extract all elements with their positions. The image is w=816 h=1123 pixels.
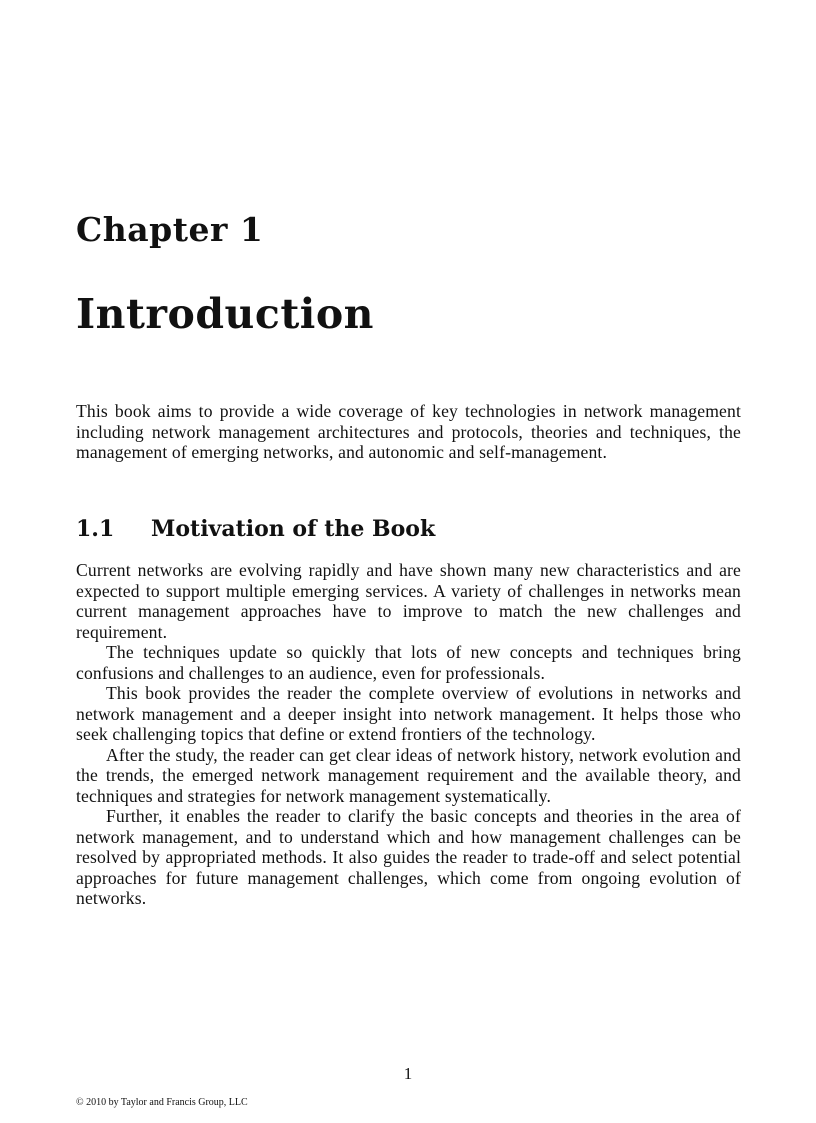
section-paragraph: Current networks are evolving rapidly and have shown many new characteristics and are expected to support multiple emerging services. A variety of challenges in networks mean current management approaches have to improve to match the new challenges and requirement. [76, 560, 741, 642]
section-body [76, 560, 741, 909]
copyright-notice: © 2010 by Taylor and Francis Group, LLC [76, 1097, 248, 1108]
chapter-label: Chapter 1 [76, 210, 264, 249]
section-paragraph: Further, it enables the reader to clarify the basic concepts and theories in the area of network management, and to understand which and how management challenges can be resolved by appropriated methods. It also guides the reader to trade-off and select potential approaches for future management challenges, which come from ongoing evolution of networks. [76, 806, 741, 908]
intro-paragraph: This book aims to provide a wide coverage of key technologies in network management including network management architectures and protocols, theories and techniques, the management of emerging networks, and autonomic and self-management. [76, 401, 741, 462]
section-paragraph: After the study, the reader can get clear ideas of network history, network evolution and the trends, the emerged network management requirement and the available theory, and techniques and strategies for network management systematically. [76, 744, 741, 806]
page-number: 1 [403, 1064, 413, 1083]
chapter-title: Introduction [76, 290, 374, 338]
section-paragraph: The techniques update so quickly that lots of new concepts and techniques bring confusions and challenges to an audience, even for professionals. [76, 642, 741, 683]
section-number: 1.1 [76, 516, 115, 542]
section-title: Motivation of the Book [151, 516, 436, 542]
section-paragraph: This book provides the reader the complete overview of evolutions in networks and network management and a deeper insight into network management. It helps those who seek challenging topics that define or extend frontiers of the technology. [76, 683, 741, 744]
section-heading [76, 514, 741, 544]
